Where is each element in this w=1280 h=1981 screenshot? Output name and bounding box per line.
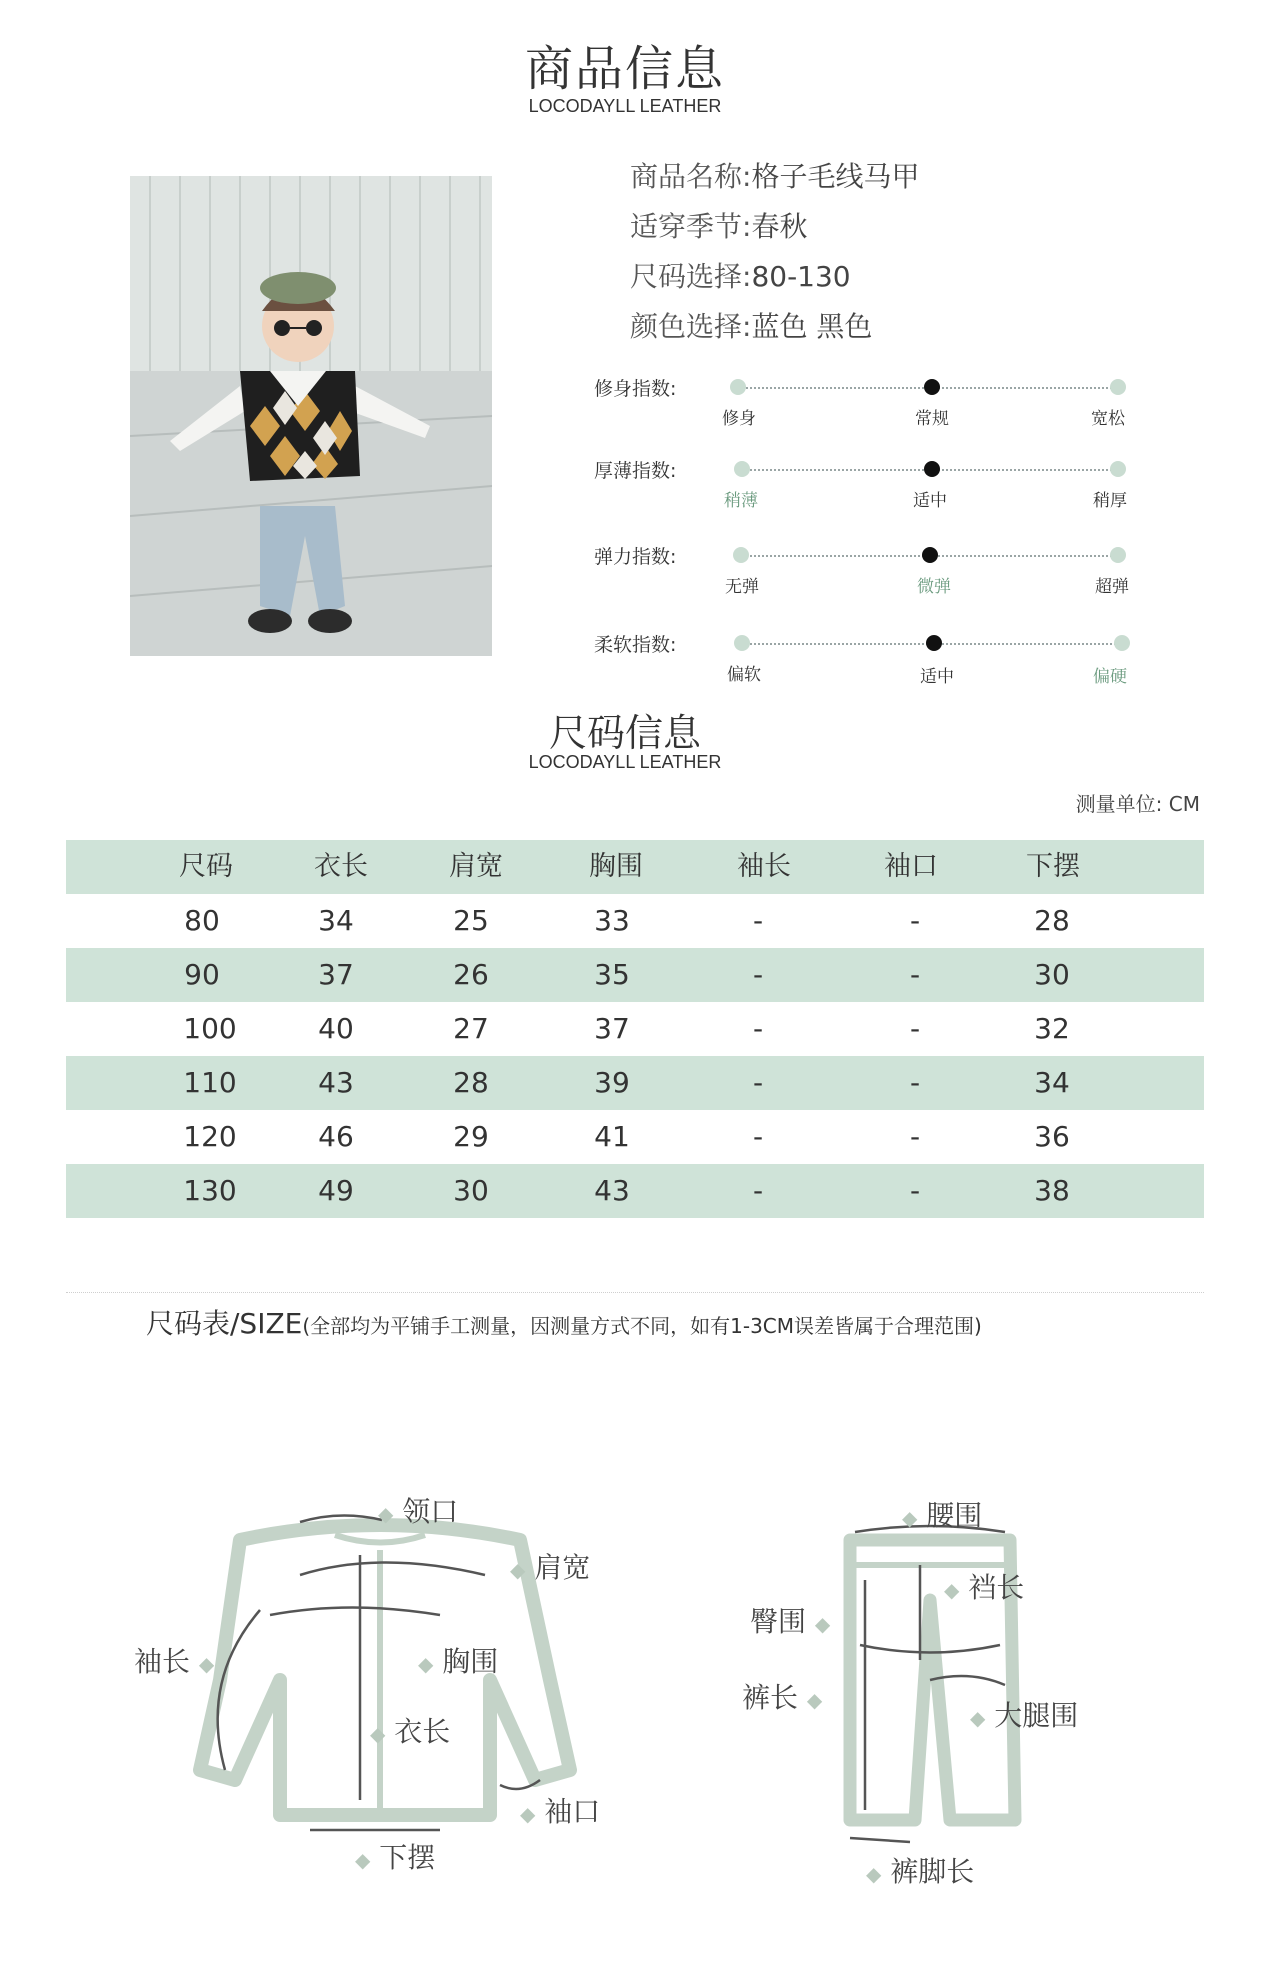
elasticity-dot-2 <box>922 547 938 563</box>
length-label: ◆ 衣长 <box>370 1715 451 1748</box>
cell: 39 <box>594 1066 630 1099</box>
cell: - <box>909 958 921 991</box>
section-divider <box>66 1292 1204 1293</box>
elasticity-option-2: 微弹 <box>917 577 951 597</box>
cell: 43 <box>318 1066 354 1099</box>
fit-dot-1 <box>730 379 746 395</box>
pants-length-label: 裤长 ◆ <box>742 1681 823 1714</box>
col-header-sleeve: 袖长 <box>737 851 791 882</box>
hip-label: 臀围 ◆ <box>750 1605 831 1638</box>
cell: 80 <box>184 904 220 937</box>
cell: 35 <box>594 958 630 991</box>
cell: 46 <box>318 1120 354 1153</box>
size-note-title: 尺码表/SIZE <box>146 1307 303 1340</box>
cell: 110 <box>183 1066 237 1099</box>
product-photo <box>130 176 492 656</box>
leg-opening-label: ◆ 裤脚长 <box>866 1855 975 1888</box>
cell: - <box>752 1174 764 1207</box>
fit-dot-3 <box>1110 379 1126 395</box>
size-section-title: 尺码信息 <box>548 711 701 755</box>
cell: 40 <box>318 1012 354 1045</box>
cell: - <box>909 1174 921 1207</box>
cell: 30 <box>1034 958 1070 991</box>
col-header-chest: 胸围 <box>589 851 643 882</box>
waist-label: ◆ 腰围 <box>902 1499 983 1532</box>
cell: 33 <box>594 904 630 937</box>
table-row <box>66 1056 1204 1110</box>
size-note-detail: (全部均为平铺手工测量，因测量方式不同，如有1-3CM误差皆属于合理范围) <box>302 1314 982 1338</box>
cell: 30 <box>453 1174 489 1207</box>
softness-option-2: 适中 <box>920 667 954 687</box>
thickness-option-2: 适中 <box>913 491 947 511</box>
collar-label: ◆ 领口 <box>378 1495 459 1528</box>
cell: 120 <box>183 1120 237 1153</box>
cell: 49 <box>318 1174 354 1207</box>
softness-option-3: 偏硬 <box>1093 667 1127 687</box>
fit-option-1: 修身 <box>722 409 756 429</box>
cell: - <box>752 904 764 937</box>
attr-name: 商品名称:格子毛线马甲 <box>630 160 920 193</box>
size-section-subtitle: LOCODAYLL LEATHER <box>528 752 722 772</box>
fit-option-3: 宽松 <box>1091 409 1125 429</box>
cell: 43 <box>594 1174 630 1207</box>
rise-label: ◆ 裆长 <box>944 1571 1025 1604</box>
col-header-length: 衣长 <box>314 851 368 882</box>
cell: - <box>909 904 921 937</box>
cell: 90 <box>184 958 220 991</box>
cell: 100 <box>183 1012 237 1045</box>
cell: - <box>909 1120 921 1153</box>
fit-option-2: 常规 <box>915 409 949 429</box>
cell: 130 <box>183 1174 237 1207</box>
size-table <box>66 840 1204 1218</box>
cell: 32 <box>1034 1012 1070 1045</box>
cell: 28 <box>453 1066 489 1099</box>
softness-dot-1 <box>734 635 750 651</box>
cell: 41 <box>594 1120 630 1153</box>
cell: - <box>752 1012 764 1045</box>
thickness-option-1: 稍薄 <box>724 491 758 511</box>
hem-label: ◆ 下摆 <box>355 1841 436 1874</box>
table-row <box>66 1164 1204 1218</box>
col-header-cuff: 袖口 <box>884 851 938 882</box>
table-row <box>66 1110 1204 1164</box>
page-title: 商品信息 <box>524 41 725 97</box>
cell: - <box>909 1066 921 1099</box>
attr-season: 适穿季节:春秋 <box>630 210 808 243</box>
cell: 34 <box>1034 1066 1070 1099</box>
table-row <box>66 894 1204 948</box>
softness-dot-2 <box>926 635 942 651</box>
elasticity-option-1: 无弹 <box>725 577 759 597</box>
chest-label: ◆ 胸围 <box>418 1645 499 1678</box>
cell: 36 <box>1034 1120 1070 1153</box>
thigh-label: ◆ 大腿围 <box>970 1699 1079 1732</box>
shoulder-label: ◆ 肩宽 <box>510 1551 591 1584</box>
softness-option-1: 偏软 <box>727 665 761 685</box>
fit-dot-2 <box>924 379 940 395</box>
thickness-option-3: 稍厚 <box>1093 491 1127 511</box>
cell: 27 <box>453 1012 489 1045</box>
table-row <box>66 1002 1204 1056</box>
attr-color: 颜色选择:蓝色 黑色 <box>630 310 873 343</box>
cell: 26 <box>453 958 489 991</box>
cell: 37 <box>594 1012 630 1045</box>
col-header-shoulder: 肩宽 <box>449 851 503 882</box>
measurement-unit: 测量单位: CM <box>1075 792 1200 816</box>
cell: 37 <box>318 958 354 991</box>
col-header-size: 尺码 <box>179 851 233 882</box>
cell: - <box>752 1066 764 1099</box>
sleeve-label: 袖长 ◆ <box>134 1645 215 1678</box>
thickness-dot-3 <box>1110 461 1126 477</box>
cell: 38 <box>1034 1174 1070 1207</box>
thickness-index-label: 厚薄指数: <box>594 460 677 482</box>
thickness-dot-2 <box>924 461 940 477</box>
table-row <box>66 948 1204 1002</box>
cell: 34 <box>318 904 354 937</box>
cell: - <box>909 1012 921 1045</box>
size-note <box>146 1302 982 1342</box>
fit-index-label: 修身指数: <box>594 378 677 400</box>
cuff-label: ◆ 袖口 <box>520 1795 601 1828</box>
cell: - <box>752 958 764 991</box>
thickness-dot-1 <box>734 461 750 477</box>
cell: 29 <box>453 1120 489 1153</box>
col-header-hem: 下摆 <box>1026 851 1080 882</box>
table-header-row <box>66 840 1204 894</box>
cell: - <box>752 1120 764 1153</box>
elasticity-dot-1 <box>733 547 749 563</box>
softness-index-label: 柔软指数: <box>594 634 677 656</box>
cell: 28 <box>1034 904 1070 937</box>
softness-dot-3 <box>1114 635 1130 651</box>
elasticity-index-label: 弹力指数: <box>594 546 677 568</box>
elasticity-dot-3 <box>1110 547 1126 563</box>
attr-size: 尺码选择:80-130 <box>630 260 851 293</box>
page-subtitle: LOCODAYLL LEATHER <box>528 96 722 116</box>
elasticity-option-3: 超弹 <box>1095 577 1129 597</box>
cell: 25 <box>453 904 489 937</box>
